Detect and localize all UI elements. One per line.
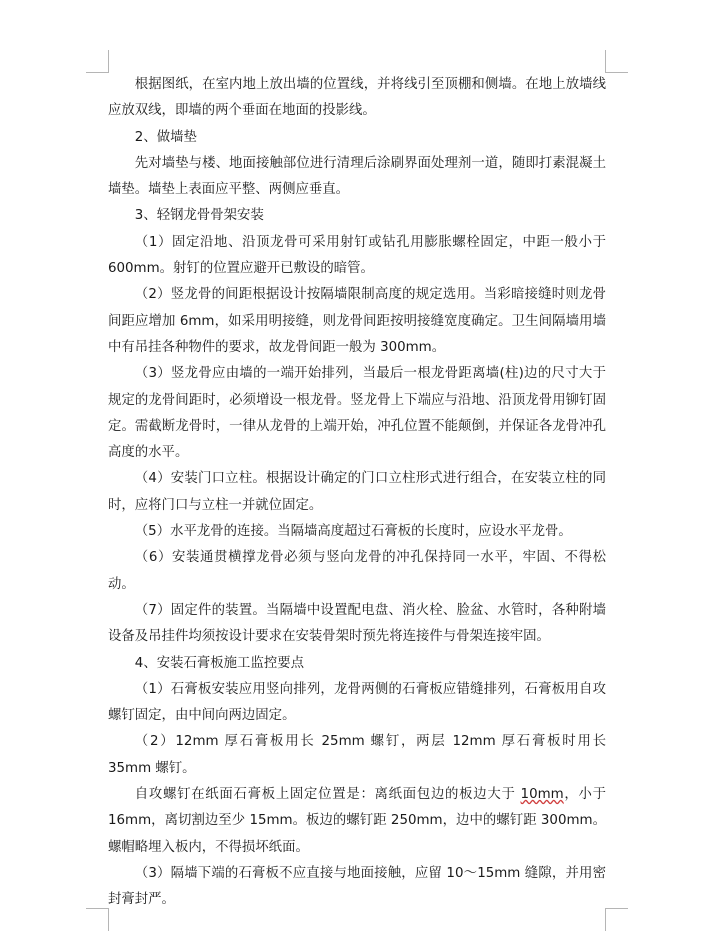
paragraph-keel-5: （5）水平龙骨的连接。当隔墙高度超过石膏板的长度时，应设水平龙骨。 — [134, 524, 572, 540]
crop-mark-bottom-right — [605, 908, 628, 931]
paragraph-gypsum-2: （2）12mm 厚石膏板用长 25mm 螺钉，两层 12mm 厚石膏板时用长 35mm 螺钉。 — [108, 734, 606, 776]
screw-text-before: 自攻螺钉在纸面石膏板上固定位置是：离纸面包边的板边大于 — [134, 787, 521, 803]
document-body[interactable] — [108, 72, 606, 914]
heading-gypsum-board: 4、安装石膏板施工监控要点 — [134, 655, 305, 671]
paragraph-layout-lines: 根据图纸，在室内地上放出墙的位置线，并将线引至顶棚和侧墙。在地上放墙线应放双线，即墙的两个垂面在地面的投影线。 — [108, 77, 606, 119]
paragraph-keel-2: （2）竖龙骨的间距根据设计按隔墙限制高度的规定选用。当彩暗接缝时则龙骨间距应增加 6mm，如采用明接缝，则龙骨间距按明接缝宽度确定。卫生间隔墙用墙中有吊挂各种物件的要求，故龙骨间距一般为 300mm。 — [108, 287, 606, 355]
heading-wall-pad: 2、做墙垫 — [134, 129, 197, 145]
spellcheck-underlined-word: 10mm — [520, 787, 564, 803]
screw-text-after: ，小于 16mm，离切割边至少 15mm。板边的螺钉距 250mm，边中的螺钉距 300mm。螺帽略埋入板内，不得损坏纸面。 — [108, 787, 606, 855]
paragraph-screw-position — [108, 782, 606, 861]
heading-keel-frame: 3、轻钢龙骨骨架安装 — [134, 208, 264, 224]
crop-mark-top-left — [86, 50, 109, 73]
paragraph-gypsum-3: （3）隔墙下端的石膏板不应直接与地面接触，应留 10～15mm 缝隙，并用密封膏封严。 — [108, 865, 606, 908]
paragraph-gypsum-1: （1）石膏板安装应用竖向排列，龙骨两侧的石膏板应错缝排列，石膏板用自攻螺钉固定，由中间向两边固定。 — [108, 681, 606, 724]
crop-mark-top-right — [605, 50, 628, 73]
crop-mark-bottom-left — [86, 908, 109, 931]
paragraph-keel-4: （4）安装门口立柱。根据设计确定的门口立柱形式进行组合，在安装立柱的同时，应将门口与立柱一并就位固定。 — [108, 471, 606, 513]
paragraph-keel-6: （6）安装通贯横撑龙骨必须与竖向龙骨的冲孔保持同一水平，牢固、不得松动。 — [108, 550, 606, 592]
paragraph-keel-3: （3）竖龙骨应由墙的一端开始排列，当最后一根龙骨距离墙(柱)边的尺寸大于规定的龙骨间距时，必须增设一根龙骨。竖龙骨上下端应与沿地、沿顶龙骨用铆钉固定。需截断龙骨时，一律从龙骨的上端开始，冲孔位置不能颠倒，并保证各龙骨冲孔高度的水平。 — [108, 366, 606, 461]
paragraph-keel-1: （1）固定沿地、沿顶龙骨可采用射钉或钻孔用膨胀螺栓固定，中距一般小于 600mm。射钉的位置应避开已敷设的暗管。 — [108, 234, 606, 277]
paragraph-keel-7: （7）固定件的装置。当隔墙中设置配电盘、消火栓、脸盆、水管时，各种附墙设备及吊挂件均须按设计要求在安装骨架时预先将连接件与骨架连接牢固。 — [108, 602, 606, 645]
paragraph-wall-pad: 先对墙垫与楼、地面接触部位进行清理后涂刷界面处理剂一道，随即打素混凝土墙垫。墙垫上表面应平整、两侧应垂直。 — [108, 155, 606, 198]
